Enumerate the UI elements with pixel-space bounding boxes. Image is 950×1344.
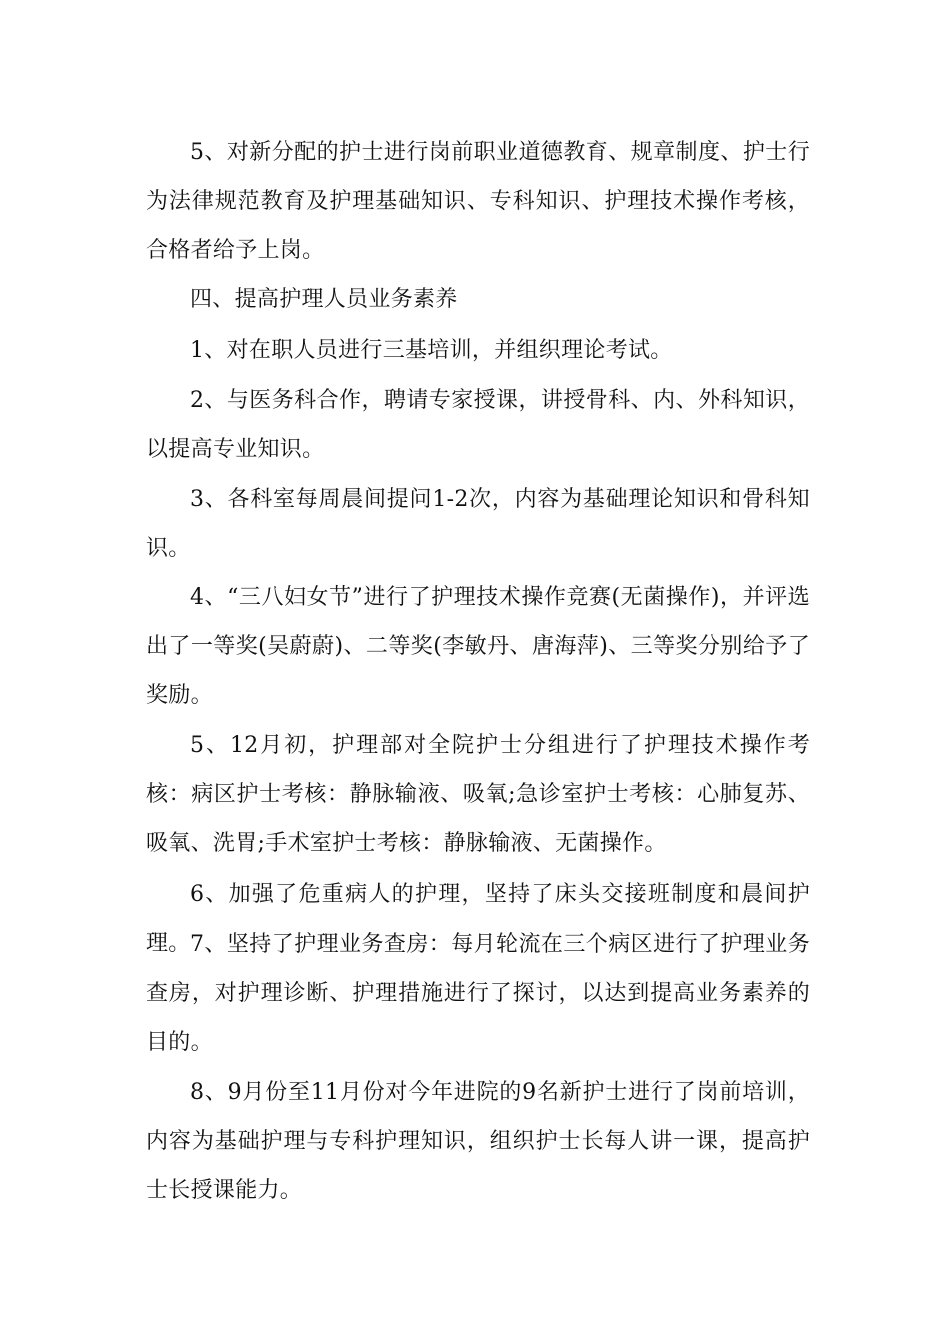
paragraph-expert-lectures: 2、与医务科合作，聘请专家授课，讲授骨科、内、外科知识，以提高专业知识。 (146, 388, 810, 462)
paragraph-ward-rounds: 7、坚持了护理业务查房：每月轮流在三个病区进行了护理业务查房，对护理诊断、护理措施进行了探讨，以达到提高业务素养的目的。 (146, 932, 810, 1055)
paragraph-december-assessment: 5、12月初，护理部对全院护士分组进行了护理技术操作考核：病区护士考核：静脉输液、吸氧;急诊室护士考核：心肺复苏、吸氧、洗胃;手术室护士考核：静脉输液、无菌操作。 (146, 733, 810, 856)
paragraph-critical-care: 6、加强了危重病人的护理，坚持了床头交接班制度和晨间护理。 (146, 882, 810, 956)
section-heading: 四、提高护理人员业务素养 (190, 287, 458, 312)
paragraph-skills-competition: 4、“三八妇女节”进行了护理技术操作竞赛(无菌操作)，并评选出了一等奖(吴蔚蔚)、二等奖(李敏丹、唐海萍)、三等奖分别给予了奖励。 (146, 585, 810, 708)
paragraph-morning-questions: 3、各科室每周晨间提问1-2次，内容为基础理论知识和骨科知识。 (146, 487, 810, 561)
paragraph-new-nurse-training: 5、对新分配的护士进行岗前职业道德教育、规章制度、护士行为法律规范教育及护理基础知识、专科知识、护理技术操作考核，合格者给予上岗。 (146, 140, 810, 263)
paragraph-three-basics: 1、对在职人员进行三基培训，并组织理论考试。 (190, 338, 673, 363)
paragraph-new-nurse-pre-job-training: 8、9月份至11月份对今年进院的9名新护士进行了岗前培训，内容为基础护理与专科护理知识，组织护士长每人讲一课，提高护士长授课能力。 (146, 1080, 810, 1203)
